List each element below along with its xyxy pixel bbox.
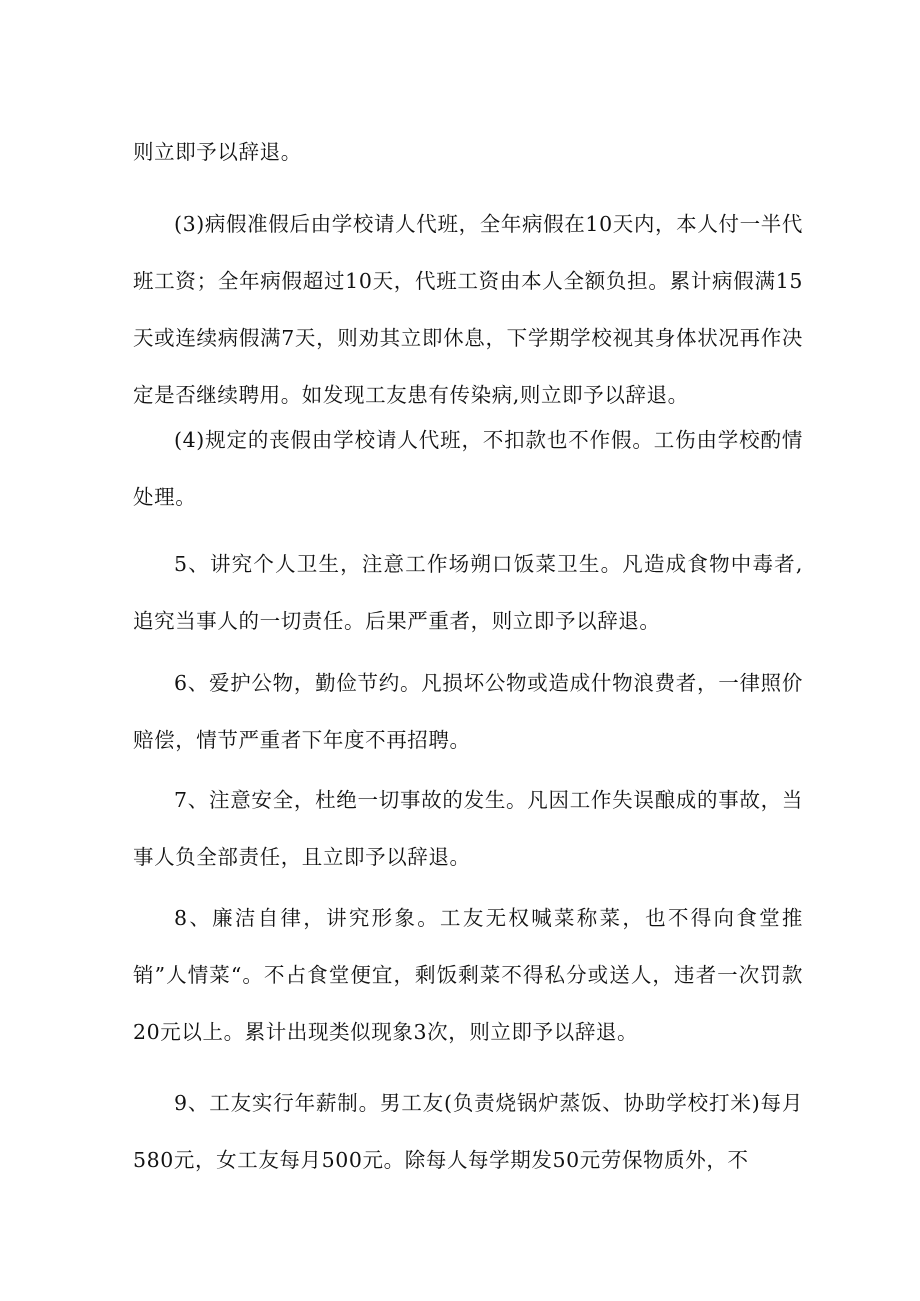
paragraph-bereavement-leave: (4)规定的丧假由学校请人代班，不扣款也不作假。工伤由学校酌情处理。 (133, 428, 803, 509)
paragraph-hygiene: 5、讲究个人卫生，注意工作场朔口饭菜卫生。凡造成食物中毒者,追究当事人的一切责任。后果严重者，则立即予以辞退。 (133, 552, 803, 633)
paragraph-dismissal-continuation: 则立即予以辞退。 (133, 140, 302, 164)
paragraph-sick-leave: (3)病假准假后由学校请人代班，全年病假在10天内，本人付一半代班工资；全年病假超过10天，代班工资由本人全额负担。累计病假满15天或连续病假满7天，则劝其立即休息，下学期学校视其身体状况再作决定是否继续聘用。如发现工友患有传染病,则立即予以辞退。 (133, 212, 803, 407)
paragraph-safety: 7、注意安全，杜绝一切事故的发生。凡因工作失误酿成的事故，当事人负全部责任，且立即予以辞退。 (133, 788, 803, 869)
paragraph-public-property: 6、爱护公物，勤俭节约。凡损坏公物或造成什物浪费者，一律照价赔偿，情节严重者下年度不再招聘。 (133, 671, 803, 752)
paragraph-integrity: 8、廉洁自律，讲究形象。工友无权喊菜称菜，也不得向食堂推销”人情菜“。不占食堂便宜，剩饭剩菜不得私分或送人，违者一次罚款20元以上。累计出现类似现象3次，则立即予以辞退。 (133, 906, 803, 1044)
paragraph-salary: 9、工友实行年薪制。男工友(负责烧锅炉蒸饭、协助学校打米)每月580元，女工友每月500元。除每人每学期发50元劳保物质外，不 (133, 1091, 803, 1172)
